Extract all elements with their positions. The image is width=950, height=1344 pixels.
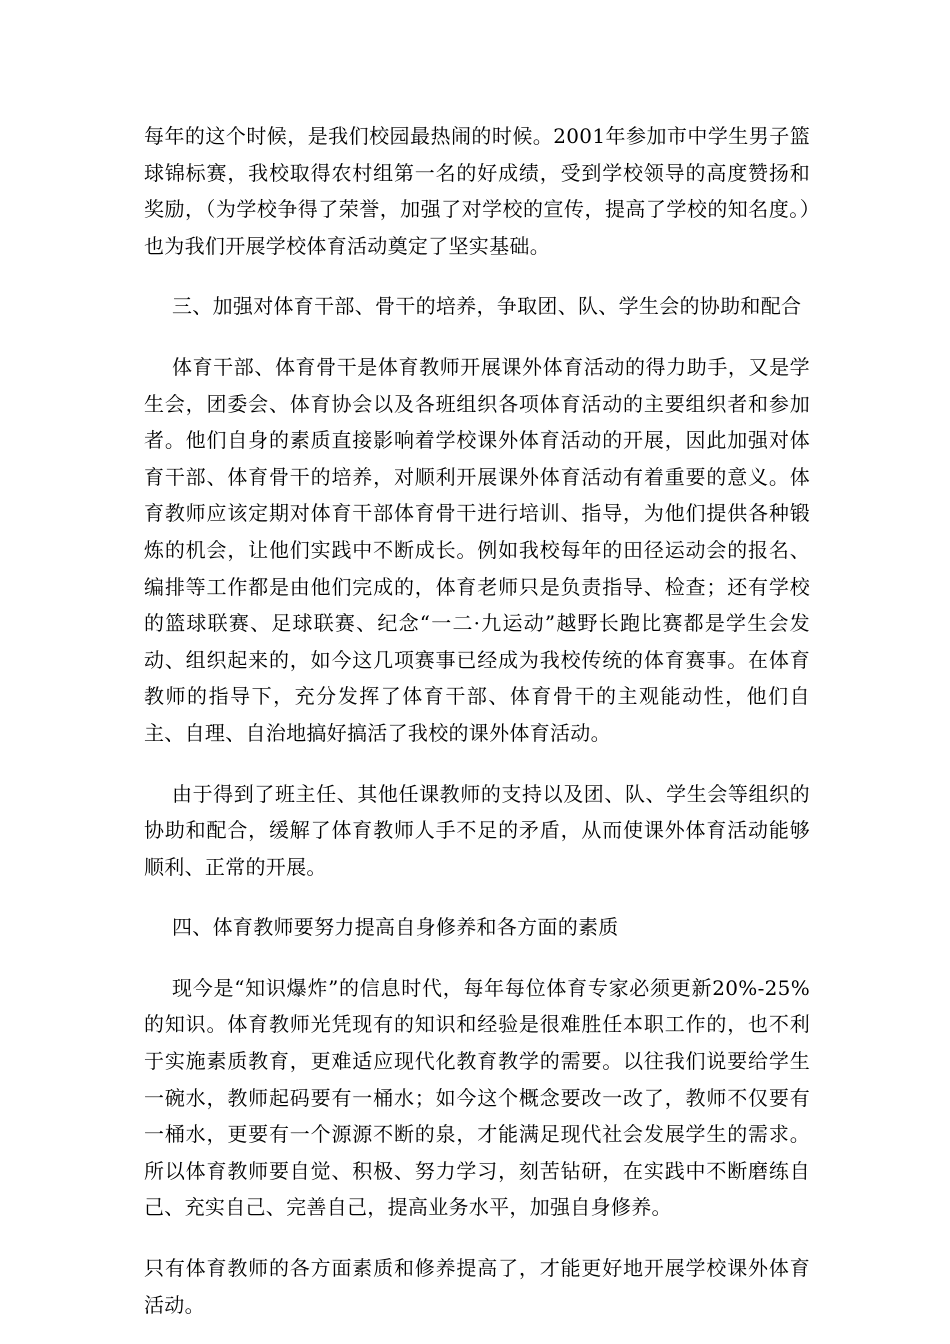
paragraph-self-improvement: 现今是“知识爆炸”的信息时代，每年每位体育专家必须更新20%-25%的知识。体育教师光凭现有的知识和经验是很难胜任本职工作的，也不利于实施素质教育，更难适应现代化教育教学的需要。以往我们说要给学生一碗水，教师起码要有一桶水；如今这个概念要改一改了，教师不仅要有一桶水，更要有一个源源不断的泉，才能满足现代社会发展学生的需求。所以体育教师要自觉、积极、努力学习，刻苦钻研，在实践中不断磨练自己、充实自己、完善自己，提高业务水平，加强自身修养。 [144, 975, 810, 1220]
document-body [144, 118, 810, 1323]
paragraph-cooperation: 由于得到了班主任、其他任课教师的支持以及团、队、学生会等组织的协助和配合，缓解了体育教师人手不足的矛盾，从而使课外体育活动能够顺利、正常的开展。 [144, 781, 810, 879]
paragraph-intro: 每年的这个时候，是我们校园最热闹的时候。2001年参加市中学生男子篮球锦标赛，我校取得农村组第一名的好成绩，受到学校领导的高度赞扬和奖励，（为学校争得了荣誉，加强了对学校的宣传，提高了学校的知名度。）也为我们开展学校体育活动奠定了坚实基础。 [144, 124, 810, 258]
section-heading-four: 四、体育教师要努力提高自身修养和各方面的素质 [172, 915, 619, 940]
section-heading-three: 三、加强对体育干部、骨干的培养，争取团、队、学生会的协助和配合 [172, 294, 802, 319]
paragraph-conclusion: 只有体育教师的各方面素质和修养提高了，才能更好地开展学校课外体育活动。 [144, 1256, 810, 1317]
paragraph-sports-cadres: 体育干部、体育骨干是体育教师开展课外体育活动的得力助手，又是学生会，团委会、体育协会以及各班组织各项体育活动的主要组织者和参加者。他们自身的素质直接影响着学校课外体育活动的开展，因此加强对体育干部、体育骨干的培养，对顺利开展课外体育活动有着重要的意义。体育教师应该定期对体育干部体育骨干进行培训、指导，为他们提供各种锻炼的机会，让他们实践中不断成长。例如我校每年的田径运动会的报名、编排等工作都是由他们完成的，体育老师只是负责指导、检查；还有学校的篮球联赛、足球联赛、纪念“一二·九运动”越野长跑比赛都是学生会发动、组织起来的，如今这几项赛事已经成为我校传统的体育赛事。在体育教师的指导下，充分发挥了体育干部、体育骨干的主观能动性，他们自主、自理、自治地搞好搞活了我校的课外体育活动。 [144, 354, 810, 745]
